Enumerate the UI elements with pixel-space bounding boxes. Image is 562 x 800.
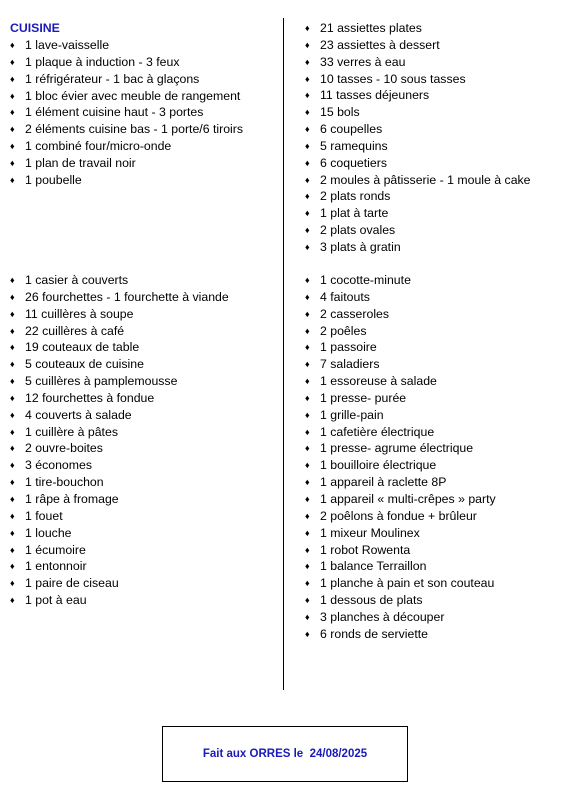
list-item: ♦ 1 fouet [10, 508, 229, 525]
footer-box [162, 726, 408, 782]
inventory-list-cutlery [10, 272, 229, 609]
list-item: ♦ 1 cocotte-minute [305, 272, 496, 289]
list-item: ♦ 3 plats à gratin [305, 239, 531, 256]
section-title: CUISINE [10, 21, 60, 35]
list-item: ♦ 1 essoreuse à salade [305, 373, 496, 390]
list-item: ♦ 1 balance Terraillon [305, 558, 496, 575]
list-item: ♦ 1 planche à pain et son couteau [305, 575, 496, 592]
list-item: ♦ 1 cafetière électrique [305, 424, 496, 441]
list-item: ♦ 2 plats ovales [305, 222, 531, 239]
list-item: ♦ 11 tasses déjeuners [305, 87, 531, 104]
list-item: ♦ 3 planches à découper [305, 609, 496, 626]
list-item: ♦ 3 économes [10, 457, 229, 474]
list-item: ♦ 1 cuillère à pâtes [10, 424, 229, 441]
list-item: ♦ 1 réfrigérateur - 1 bac à glaçons [10, 71, 243, 88]
list-item: ♦ 15 bols [305, 104, 531, 121]
list-item: ♦ 1 grille-pain [305, 407, 496, 424]
list-item: ♦ 2 poêles [305, 323, 496, 340]
list-item: ♦ 5 ramequins [305, 138, 531, 155]
list-item: ♦ 1 râpe à fromage [10, 491, 229, 508]
list-item: ♦ 23 assiettes à dessert [305, 37, 531, 54]
list-item: ♦ 2 ouvre-boites [10, 440, 229, 457]
list-item: ♦ 1 combiné four/micro-onde [10, 138, 243, 155]
list-item: ♦ 1 lave-vaisselle [10, 37, 243, 54]
list-item: ♦ 1 pot à eau [10, 592, 229, 609]
list-item: ♦ 2 éléments cuisine bas - 1 porte/6 tiroirs [10, 121, 243, 138]
list-item: ♦ 1 entonnoir [10, 558, 229, 575]
list-item: ♦ 6 coquetiers [305, 155, 531, 172]
list-item: ♦ 1 plat à tarte [305, 205, 531, 222]
list-item: ♦ 7 saladiers [305, 356, 496, 373]
list-item: ♦ 2 poêlons à fondue + brûleur [305, 508, 496, 525]
list-item: ♦ 1 plaque à induction - 3 feux [10, 54, 243, 71]
list-item: ♦ 5 couteaux de cuisine [10, 356, 229, 373]
list-item: ♦ 6 ronds de serviette [305, 626, 496, 643]
list-item: ♦ 1 presse- purée [305, 390, 496, 407]
list-item: ♦ 19 couteaux de table [10, 339, 229, 356]
list-item: ♦ 1 presse- agrume électrique [305, 440, 496, 457]
list-item: ♦ 12 fourchettes à fondue [10, 390, 229, 407]
list-item: ♦ 4 faitouts [305, 289, 496, 306]
list-item: ♦ 1 dessous de plats [305, 592, 496, 609]
list-item: ♦ 1 robot Rowenta [305, 542, 496, 559]
list-item: ♦ 6 coupelles [305, 121, 531, 138]
list-item: ♦ 1 écumoire [10, 542, 229, 559]
list-item: ♦ 1 casier à couverts [10, 272, 229, 289]
list-item: ♦ 2 casseroles [305, 306, 496, 323]
list-item: ♦ 1 plan de travail noir [10, 155, 243, 172]
list-item: ♦ 1 mixeur Moulinex [305, 525, 496, 542]
list-item: ♦ 1 louche [10, 525, 229, 542]
list-item: ♦ 1 passoire [305, 339, 496, 356]
inventory-list-utensils [305, 272, 496, 643]
inventory-list-appliances [10, 37, 243, 189]
list-item: ♦ 1 appareil à raclette 8P [305, 474, 496, 491]
list-item: ♦ 10 tasses - 10 sous tasses [305, 71, 531, 88]
list-item: ♦ 2 plats ronds [305, 188, 531, 205]
list-item: ♦ 4 couverts à salade [10, 407, 229, 424]
list-item: ♦ 26 fourchettes - 1 fourchette à viande [10, 289, 229, 306]
footer-signature-text: Fait aux ORRES le 24/08/2025 [202, 748, 368, 760]
list-item: ♦ 1 tire-bouchon [10, 474, 229, 491]
list-item: ♦ 2 moules à pâtisserie - 1 moule à cake [305, 172, 531, 189]
column-divider [283, 18, 284, 690]
list-item: ♦ 1 paire de ciseau [10, 575, 229, 592]
list-item: ♦ 1 bouilloire électrique [305, 457, 496, 474]
list-item: ♦ 1 appareil « multi-crêpes » party [305, 491, 496, 508]
list-item: ♦ 1 élément cuisine haut - 3 portes [10, 104, 243, 121]
list-item: ♦ 33 verres à eau [305, 54, 531, 71]
list-item: ♦ 5 cuillères à pamplemousse [10, 373, 229, 390]
list-item: ♦ 22 cuillères à café [10, 323, 229, 340]
list-item: ♦ 1 poubelle [10, 172, 243, 189]
inventory-list-tableware [305, 20, 531, 256]
list-item: ♦ 1 bloc évier avec meuble de rangement [10, 88, 243, 105]
list-item: ♦ 21 assiettes plates [305, 20, 531, 37]
list-item: ♦ 11 cuillères à soupe [10, 306, 229, 323]
